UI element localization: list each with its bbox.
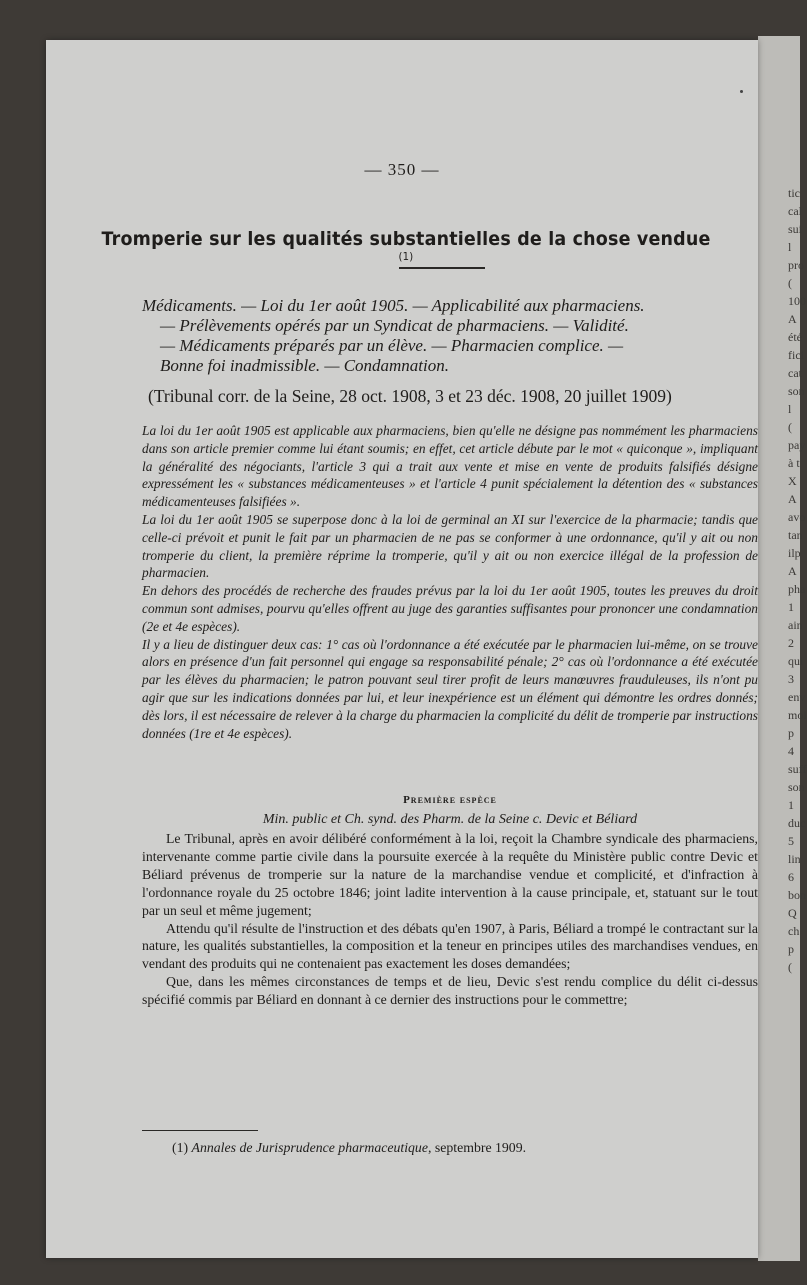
adjacent-page-fragment: pay — [788, 438, 806, 452]
adjacent-page-fragment: à t — [788, 456, 800, 470]
adjacent-page-fragment: fici — [788, 348, 804, 362]
adjacent-page-fragment: avo — [788, 510, 806, 524]
adjacent-page-edge — [758, 36, 807, 1261]
case-parties: Min. public et Ch. synd. des Pharm. de la Seine c. Devic et Béliard — [262, 812, 638, 827]
headnote: La loi du 1er août 1905 se superpose donc à la loi de germinal an XI sur l'exercice de la pharmacie; tandis que celle-ci prévoit et punit le fait par un pharmacien de ne pas se conformer à une ordonnance, qu'il y ait ou non tromperie du client, la première réprime la tromperie, qu'il y ait ou non exercice illégal de la profession de pharmacien. — [142, 511, 758, 581]
adjacent-page-fragment: sui — [788, 222, 803, 236]
adjacent-page-fragment: cat — [788, 366, 802, 380]
adjacent-page-fragment: pro — [788, 258, 804, 272]
adjacent-page-fragment: 100 — [788, 294, 806, 308]
title-rule — [399, 267, 485, 269]
adjacent-page-fragment: lin — [788, 852, 801, 866]
headnotes — [142, 422, 758, 742]
adjacent-page-fragment: l — [788, 240, 792, 254]
headnote: La loi du 1er août 1905 est applicable aux pharmaciens, bien qu'elle ne désigne pas nommément les pharmaciens dans son article premier comme lui étant soumis; en effet, cet article débute par le mot « quiconque », impliquant la généralité des négociants, l'article 3 qui a trait aux vente et mise en vente de produits falsifiés désigne expressément les « substances médicamenteuses » et l'article 4 punit spécialement la détention des « substances médicamenteuses falsifiées ». — [142, 423, 758, 510]
footnote-date: , septembre 1909. — [427, 1140, 527, 1155]
headnote: Il y a lieu de distinguer deux cas: 1° cas où l'ordonnance a été exécutée par le pharmacien lui-même, on se trouve alors en présence d'un fait personnel qui engage sa responsabilité pénale; 2° cas où l'ordonnance a été exécutée par les élèves du pharmacien; le patron pouvant seul tirer profit de leurs manœuvres frauduleuses, ils n'ont pu agir que sur les indications données par lui, et leur inexpérience est un élément qui démontre les ordres donnés; dès lors, il est nécessaire de relever à la charge du pharmacien la complicité du délit de tromperie par instructions données (1re et 4e espèces). — [142, 636, 758, 741]
article-title-text: Tromperie sur les qualités substantielles de la chose vendue — [101, 228, 711, 250]
adjacent-page-fragment: tic — [788, 186, 800, 200]
adjacent-page-fragment: ( — [788, 420, 792, 434]
adjacent-page-fragment: ch — [788, 924, 800, 938]
adjacent-page-fragment: moi — [788, 708, 807, 722]
adjacent-page-fragment: suff — [788, 762, 807, 776]
adjacent-page-fragment: son — [788, 780, 805, 794]
summary-line: Médicaments. — Loi du 1er août 1905. — Applicabilité aux pharmaciens. — [142, 296, 645, 315]
footnote-number: (1) — [172, 1140, 189, 1155]
adjacent-page-fragment: pha — [788, 582, 806, 596]
adjacent-page-fragment: p — [788, 726, 794, 740]
adjacent-page-fragment: ( — [788, 276, 792, 290]
adjacent-page-fragment: A — [788, 564, 797, 578]
adjacent-page-fragment: 1 — [788, 600, 794, 614]
adjacent-page-fragment: 1 — [788, 798, 794, 812]
adjacent-page-fragment: 4 — [788, 744, 794, 758]
adjacent-page-fragment: Q — [788, 906, 797, 920]
adjacent-page-fragment: 6 — [788, 870, 794, 884]
article-title — [93, 228, 719, 272]
adjacent-page-fragment: cal — [788, 204, 802, 218]
adjacent-page-fragment: X — [788, 474, 797, 488]
ink-speck — [740, 90, 743, 93]
adjacent-page-fragment: ain — [788, 618, 803, 632]
summary-block — [142, 296, 742, 376]
adjacent-page-fragment: p — [788, 942, 794, 956]
document-page — [46, 40, 758, 1258]
title-footnote-marker: (1) — [398, 250, 414, 263]
adjacent-page-fragment: son — [788, 384, 805, 398]
summary-line: — Prélèvements opérés par un Syndicat de pharmaciens. — Validité. — [160, 316, 629, 335]
adjacent-page-fragment: l — [788, 402, 792, 416]
page-number: — 350 — — [364, 160, 440, 179]
adjacent-page-fragment: 2 — [788, 636, 794, 650]
adjacent-page-fragment: A — [788, 492, 797, 506]
adjacent-page-fragment: env — [788, 690, 806, 704]
adjacent-page-fragment: duc — [788, 816, 806, 830]
adjacent-page-fragment: bon — [788, 888, 806, 902]
adjacent-page-fragment: ( — [788, 960, 792, 974]
adjacent-page-fragment: été — [788, 330, 802, 344]
adjacent-page-fragment: tan — [788, 528, 803, 542]
judgment-paragraph: Que, dans les mêmes circonstances de temps et de lieu, Devic s'est rendu complice du délit ci-dessus spécifié commis par Béliard en donnant à ce dernier des instructions pour le commettre; — [142, 974, 758, 1008]
court-reference: (Tribunal corr. de la Seine, 28 oct. 1908, 3 et 23 déc. 1908, 20 juillet 1909) — [148, 386, 672, 406]
adjacent-page-fragment: 3 — [788, 672, 794, 686]
judgment-text — [142, 830, 758, 1009]
adjacent-page-fragment: qui — [788, 654, 804, 668]
adjacent-page-fragment: A — [788, 312, 797, 326]
footnote — [172, 1140, 752, 1156]
summary-line: Bonne foi inadmissible. — Condamnation. — [160, 356, 449, 375]
footnote-rule — [142, 1130, 258, 1131]
footnote-source: Annales de Jurisprudence pharmaceutique — [191, 1140, 428, 1155]
headnote: En dehors des procédés de recherche des fraudes prévus par la loi du 1er août 1905, toutes les preuves du droit commun sont admises, pourvu qu'elles offrent au juge des garanties suffisantes pour prononcer une condamnation (2e et 4e espèces). — [142, 583, 758, 634]
adjacent-page-fragment: ilp — [788, 546, 801, 560]
summary-line: — Médicaments préparés par un élève. — Pharmacien complice. — — [160, 336, 624, 355]
case-heading: Première espèce — [403, 794, 497, 806]
judgment-paragraph: Le Tribunal, après en avoir délibéré conformément à la loi, reçoit la Chambre syndicale des pharmaciens, intervenante comme partie civile dans la poursuite exercée à la requête du Ministère public contre Devic et Béliard prévenus de tromperie sur la nature de la marchandise vendue et complicité, et d'infraction à l'ordonnance royale du 25 octobre 1846; joint ladite intervention à la cause principale, et, statuant sur le tout par un seul et même jugement; — [142, 831, 758, 918]
judgment-paragraph: Attendu qu'il résulte de l'instruction et des débats qu'en 1907, à Paris, Béliard a trompé le contractant sur la nature, les qualités substantielles, la composition et la teneur en principes utiles des marchandises vendues, en vendant des produits qui ne contenaient pas exactement les doses demandées; — [142, 920, 758, 972]
adjacent-page-fragment: 5 — [788, 834, 794, 848]
